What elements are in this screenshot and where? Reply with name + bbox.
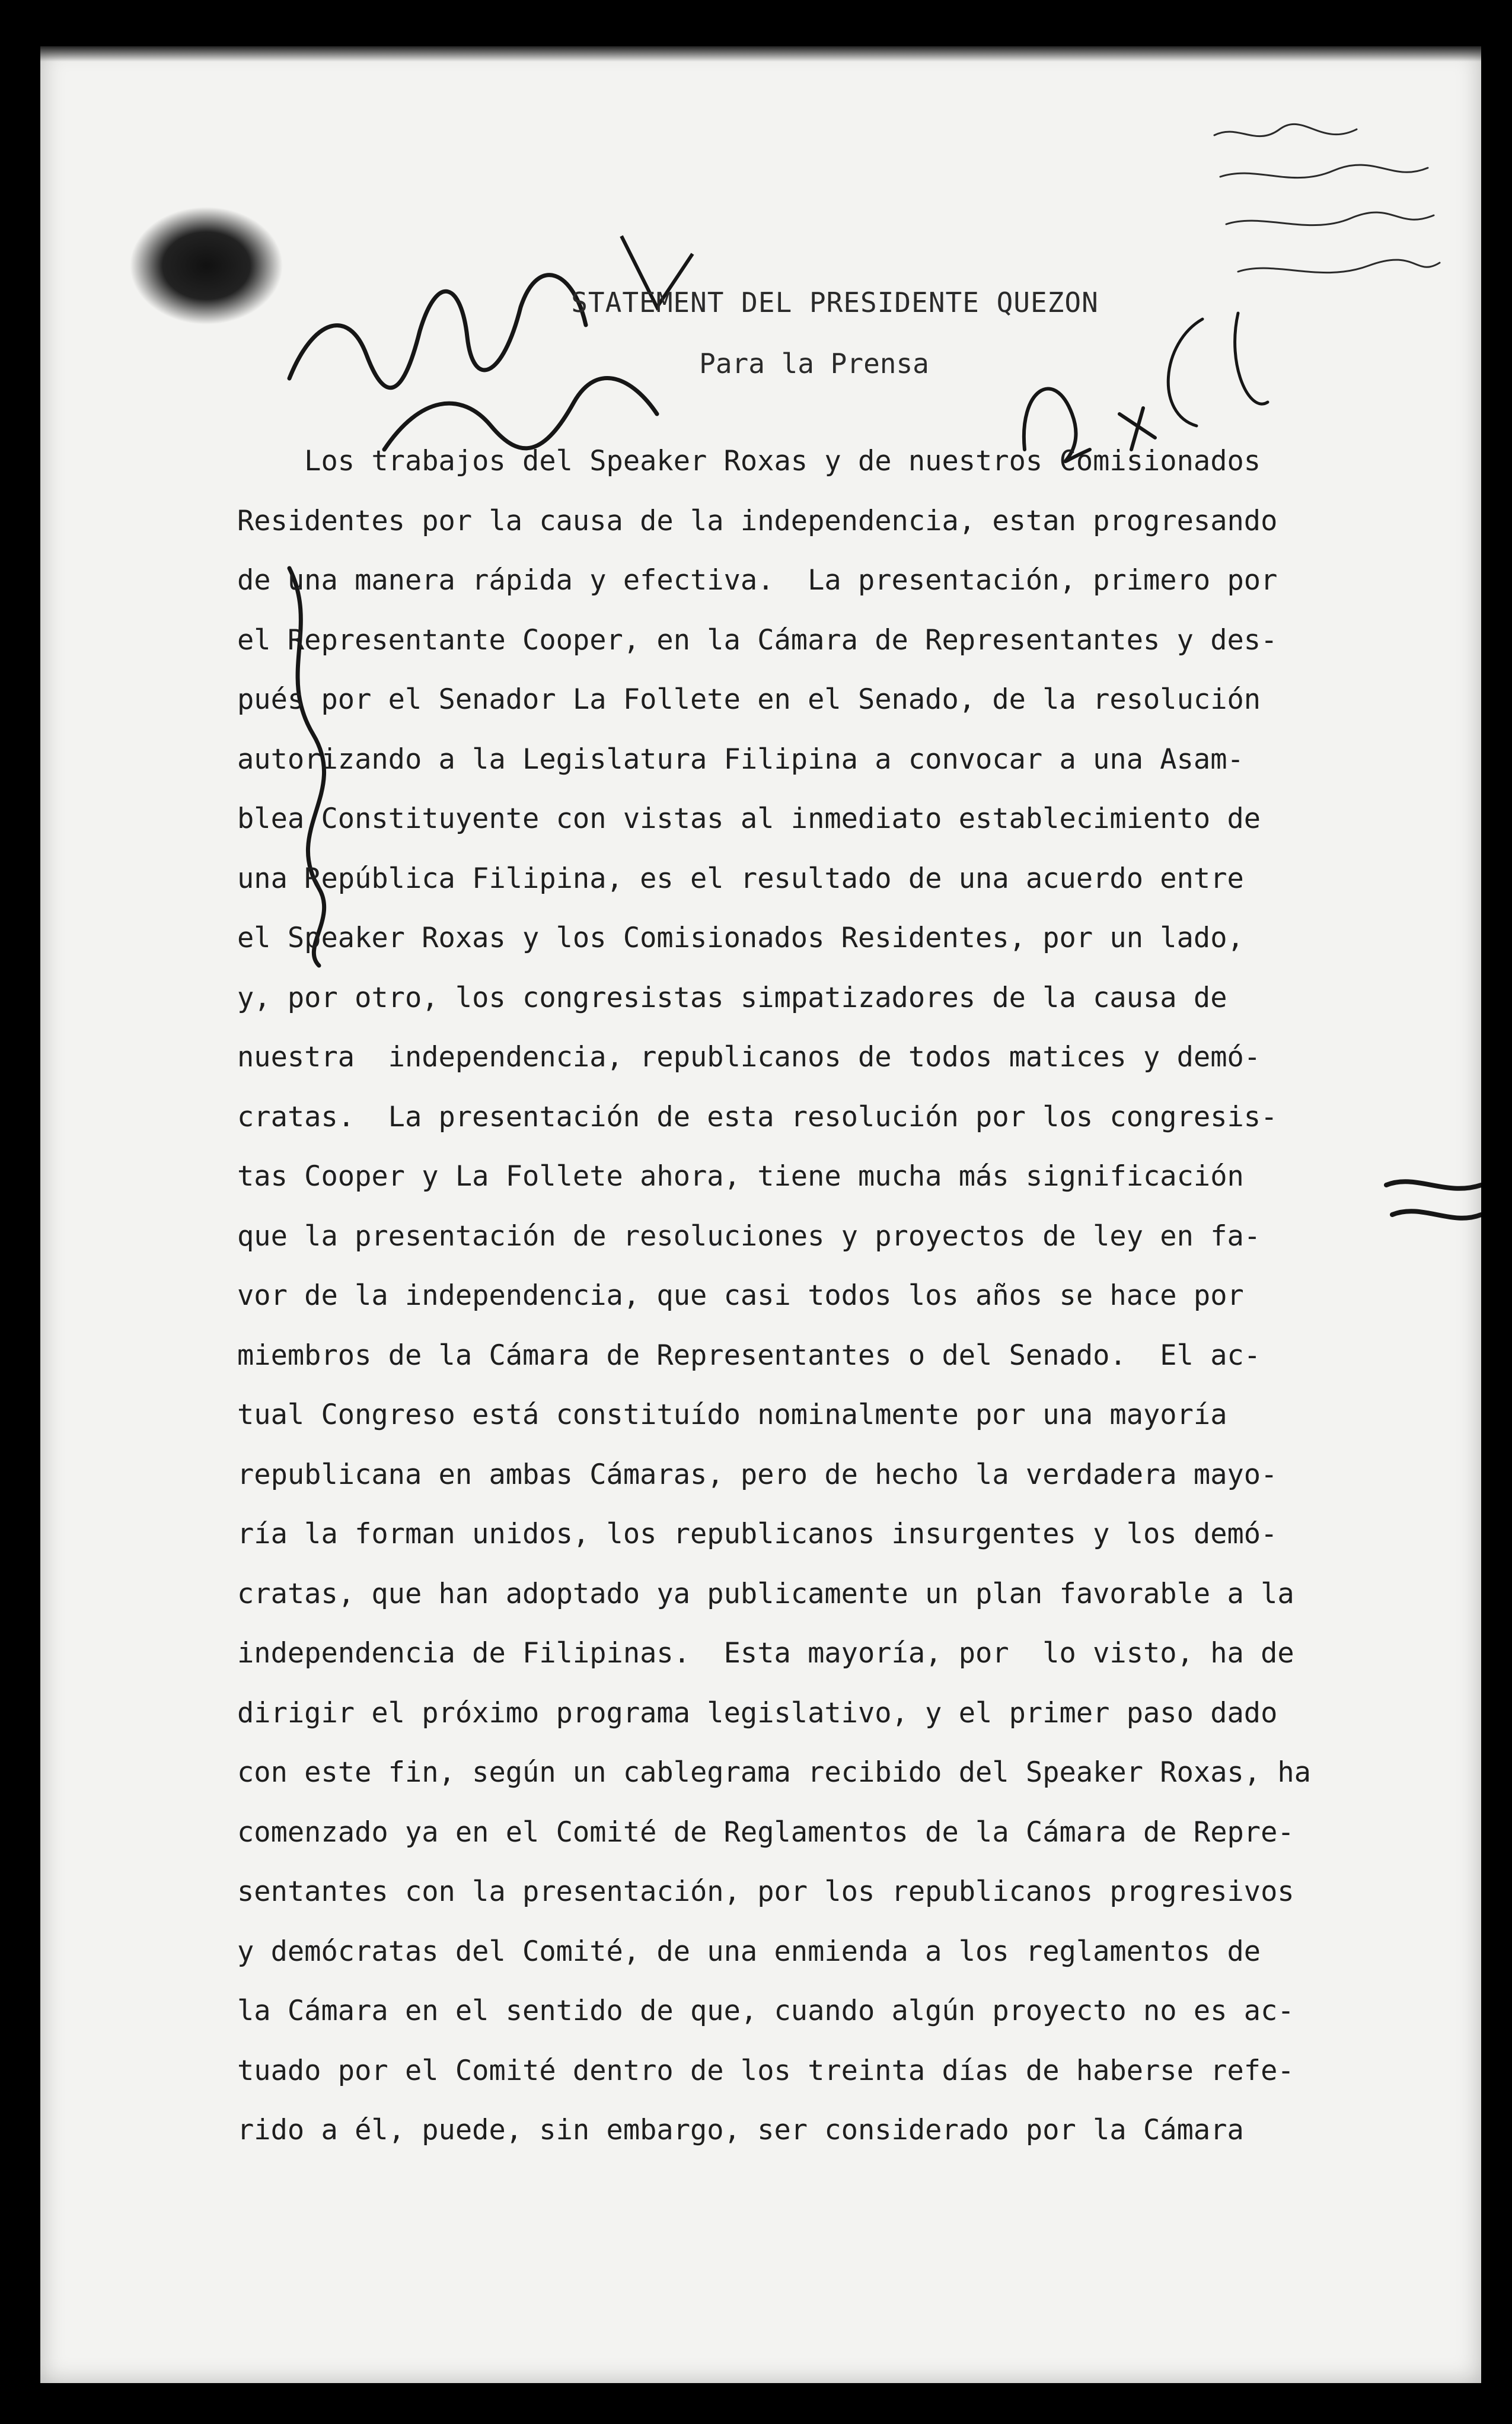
text-line: miembros de la Cámara de Representantes o del Senado. El ac- [237,1339,1261,1372]
text-line: la Cámara en el sentido de que, cuando algún proyecto no es ac- [237,1995,1294,2027]
document-title: STATEMENT DEL PRESIDENTE QUEZON [571,286,1099,318]
text-line: cratas. La presentación de esta resolución por los congresis- [237,1100,1278,1133]
document-body [237,432,1399,2161]
text-line: tuado por el Comité dentro de los treinta días de haberse refe- [237,2054,1294,2087]
text-line: dirigir el próximo programa legislativo, y el primer paso dado [237,1696,1278,1729]
text-line: blea Constituyente con vistas al inmediato establecimiento de [237,802,1261,835]
text-line: y demócratas del Comité, de una enmienda a los reglamentos de [237,1935,1261,1968]
text-line: rido a él, puede, sin embargo, ser considerado por la Cámara [237,2114,1244,2146]
text-line: nuestra independencia, republicanos de todos matices y demó- [237,1041,1261,1074]
scan-edge [40,46,1481,62]
text-line: vor de la independencia, que casi todos los años se hace por [237,1279,1244,1312]
text-line: cratas, que han adoptado ya publicamente un plan favorable a la [237,1577,1294,1610]
document-page [40,46,1481,2383]
text-line: Los trabajos del Speaker Roxas y de nuestros Comisionados [237,445,1261,477]
text-line: y, por otro, los congresistas simpatizadores de la causa de [237,981,1227,1014]
text-line: con este fin, según un cablegrama recibido del Speaker Roxas, ha [237,1756,1311,1789]
text-line: autorizando a la Legislatura Filipina a convocar a una Asam- [237,743,1244,776]
text-line: de una manera rápida y efectiva. La presentación, primero por [237,564,1278,597]
text-line: el Representante Cooper, en la Cámara de Representantes y des- [237,623,1278,657]
text-line: ría la forman unidos, los republicanos insurgentes y los demó- [237,1518,1278,1550]
text-line: independencia de Filipinas. Esta mayoría, por lo visto, ha de [237,1637,1294,1670]
text-line: republicana en ambas Cámaras, pero de hecho la verdadera mayo- [237,1458,1278,1491]
text-line: sentantes con la presentación, por los republicanos progresivos [237,1875,1294,1908]
text-line: una República Filipina, es el resultado de una acuerdo entre [237,862,1244,895]
text-line: tas Cooper y La Follete ahora, tiene mucha más significación [237,1160,1244,1193]
text-line: que la presentación de resoluciones y proyectos de ley en fa- [237,1219,1261,1253]
text-line: Residentes por la causa de la independencia, estan progresando [237,504,1278,537]
text-line: pués por el Senador La Follete en el Senado, de la resolución [237,683,1261,716]
text-line: comenzado ya en el Comité de Reglamentos de la Cámara de Repre- [237,1815,1294,1849]
document-subtitle: Para la Prensa [699,348,929,380]
text-line: el Speaker Roxas y los Comisionados Residentes, por un lado, [237,922,1244,954]
text-line: tual Congreso está constituído nominalmente por una mayoría [237,1399,1227,1431]
